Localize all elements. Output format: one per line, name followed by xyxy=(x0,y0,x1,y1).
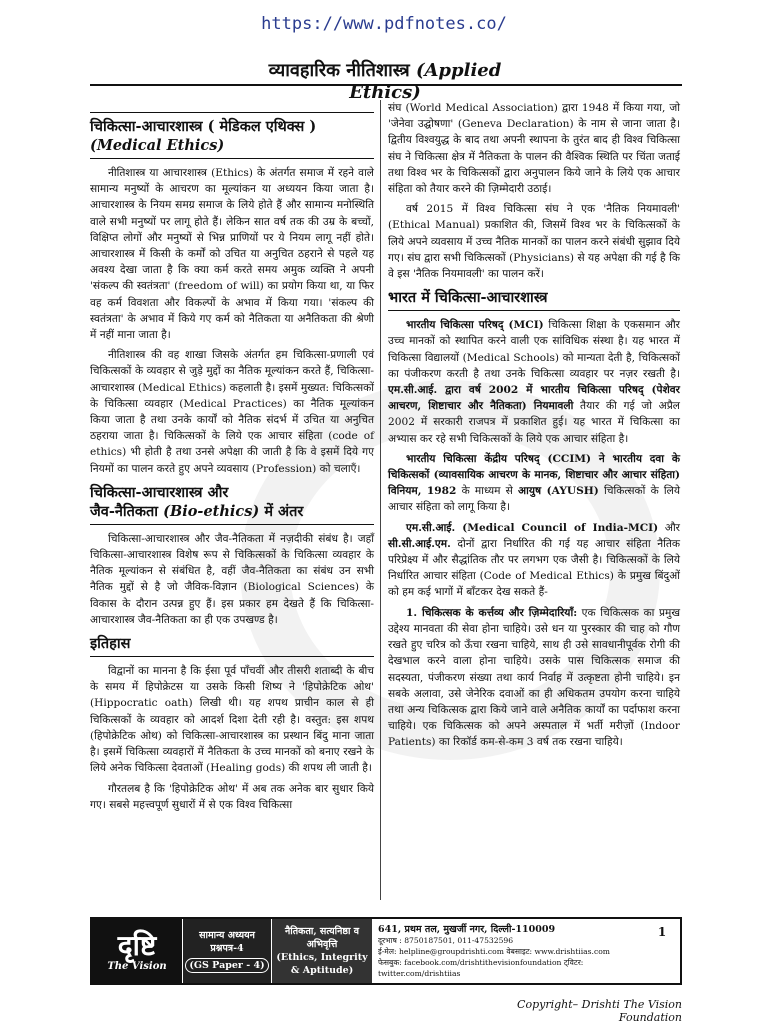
copyright-text: Copyright– Drishti The Vision Foundation xyxy=(517,998,682,1024)
paragraph: नीतिशास्त्र की वह शाखा जिसके अंतर्गत हम चिकित्सा-प्रणाली एवं चिकित्सकों के व्यवहार से जुड़े मुद्दों का नैतिक मूल्यांकन करते हैं, चिकित्सा-आचारशास्त्र (Medical Ethics) कहलाती है। इसमें मुख्यत: चिकित्सकों के चिकित्सा व्यवहार (Medical Practices) का नैतिक मूल्यांकन किया जाता है तथा उनके कार्यों को नैतिक संदर्भ में उचित या अनुचित ठहराया जाता है। चिकित्सकों के लिये एक आचार संहिता (code of ethics) भी होती है तथा उनसे अपेक्षा की जाती है कि वे इसमें दिये गए नियमों का पालन करते हुए अपने व्यवसाय (Profession) को चलाएँ। xyxy=(90,349,374,475)
paragraph: नीतिशास्त्र या आचारशास्त्र (Ethics) के अंतर्गत समाज में रहने वाले सामान्य मनुष्यों के आचरण का मूल्यांकन या अध्ययन किया जाता है। आचारशास्त्र के नियम समग्र समाज के लिये होते हैं और सामान्य मनोस्थिति वाले सभी मनुष्यों पर लागू होते हैं। लेकिन सात वर्ष तक की उम्र के बच्चों, विक्षिप्त लोगों और मनुष्यों से भिन्न प्राणियों पर ये नियम लागू नहीं होते। आचारशास्त्र में किसी के कर्मों को उचित या अनुचित ठहराने से पहले यह अवश्य देखा जाता है कि क्या कर्म करते समय अमुक व्यक्ति ने अपनी 'संकल्प की स्वतंत्रता' (freedom of will) का प्रयोग किया था, या फिर वह कर्म विवशता और विकल्पों के अभाव में किया गया। 'संकल्प की स्वतंत्रता' के अभाव में किये गए कर्म को नैतिकता या अनैतिकता की श्रेणी में नहीं माना जाता है। xyxy=(90,167,374,342)
column-divider xyxy=(380,100,381,900)
section-heading-history: इतिहास xyxy=(90,634,374,657)
source-url[interactable]: https://www.pdfnotes.co/ xyxy=(261,14,507,34)
page-title xyxy=(230,58,540,103)
section-heading-medical-ethics: चिकित्सा-आचारशास्त्र ( मेडिकल एथिक्स ) (Medical Ethics) xyxy=(90,112,374,159)
paragraph: संघ (World Medical Association) द्वारा 1948 में किया गया, जो 'जेनेवा उद्घोषणा' (Geneva Declaration) के नाम से जाना जाता है। द्वितीय विश्वयुद्ध के बाद तथा अपनी स्थापना के तुरंत बाद ही विश्व चिकित्सा संघ ने चिकित्सा क्षेत्र में नैतिकता के पालन की वैश्विक स्थिति पर चिंता जताई तथा विश्व भर के चिकित्सकों द्वारा अनुपालन किये जाने के लिये एक आचार संहिता को तैयार करने की ज़िम्मेदारी उठाई। xyxy=(388,102,680,196)
section-heading-india: भारत में चिकित्सा-आचारशास्त्र xyxy=(388,288,680,311)
page-number: 1 xyxy=(657,925,667,939)
drishti-logo: दृष्टि The Vision xyxy=(92,919,182,983)
contact-info: 641, प्रथम तल, मुखर्जी नगर, दिल्ली-110009 दूरभाष : 8750187501, 011-47532596 ई-मेल: helpline@groupdrishti.com वेबसाइट: www.drishtiias.com फेसबुक: facebook.com/drishtithevisionfoundation ट्विटर: twitter.com/drishtiias xyxy=(378,923,610,978)
right-column xyxy=(388,100,680,755)
paper-label: सामान्य अध्ययन प्रश्नपत्र-4 (GS Paper - 4) xyxy=(182,919,271,983)
paragraph: भारतीय चिकित्सा परिषद् (MCI) चिकित्सा शिक्षा के एकसमान और उच्च मानकों को स्थापित करने वाली एक सांविधिक संस्था है। यह भारत में चिकित्सा विद्यालयों (Medical Schools) को मान्यता देती है, चिकित्सकों का पंजीकरण करती है तथा उनके चिकित्सा व्यवहार पर नज़र रखती है। एम.सी.आई. द्वारा वर्ष 2002 में भारतीय चिकित्सा परिषद् (पेशेवर आचरण, शिष्टाचार और नैतिकता) नियमावली तैयार की गई जो अप्रैल 2002 में सरकारी राजपत्र में प्रकाशित हुई। यह भारत में चिकित्सा का अभ्यास कर रहे सभी चिकित्सकों के लिये एक आचार संहिता है। xyxy=(388,319,680,445)
paragraph: चिकित्सा-आचारशास्त्र और जैव-नैतिकता में नज़दीकी संबंध है। जहाँ चिकित्सा-आचारशास्त्र विशेष रूप से चिकित्सकों के चिकित्सा व्यवहार के नैतिक मूल्यांकन से संबंधित है, वहीं जैव-नैतिकता का संबंध उन सभी नैतिक मुद्दों से है जो जैविक-विज्ञान (Biological Sciences) के विकास के दौरान उत्पन्न हुए हैं। इस प्रकार हम देखते हैं कि चिकित्सा-आचारशास्त्र जैव-नैतिकता का ही एक उपखण्ड है। xyxy=(90,532,374,626)
left-column xyxy=(90,112,374,817)
title-rule xyxy=(90,84,682,86)
page-title-hindi: व्यावहारिक नीतिशास्त्र xyxy=(268,60,410,81)
paragraph: वर्ष 2015 में विश्व चिकित्सा संघ ने एक 'नैतिक नियमावली' (Ethical Manual) प्रकाशित की, जिसमें विश्व भर के चिकित्सकों के लिये अपने व्यवसाय में उच्च नैतिक मानकों का पालन करने संबंधी सुझाव दिये गए। संघ द्वारा सभी चिकित्सकों (Physicians) से यह अपेक्षा की गई है कि वे इस 'नैतिक नियमावली' का पालन करें। xyxy=(388,203,680,281)
page-title-english: (Applied Ethics) xyxy=(349,60,502,103)
section-heading-bioethics: चिकित्सा-आचारशास्त्र और जैव-नैतिकता (Bio-ethics) में अंतर xyxy=(90,483,374,525)
page-footer xyxy=(90,917,682,985)
paragraph: गौरतलब है कि 'हिपोक्रेटिक ओथ' में अब तक अनेक बार सुधार किये गए। सबसे महत्त्वपूर्ण सुधारों में से एक विश्व चिकित्सा xyxy=(90,782,374,811)
paragraph: एम.सी.आई. (Medical Council of India-MCI) और सी.सी.आई.एम. दोनों द्वारा निर्धारित की गई यह आचार संहिता नैतिक परिप्रेक्ष्य में और सैद्धांतिक तौर पर लगभग एक जैसी है। चिकित्सकों के लिये निर्धारित आचार संहिता (Code of Medical Ethics) के प्रमुख बिंदुओं को हम कई भागों में बाँटकर देख सकते हैं- xyxy=(388,521,680,599)
paragraph: भारतीय चिकित्सा केंद्रीय परिषद् (CCIM) ने भारतीय दवा के चिकित्सकों (व्यावसायिक आचरण के मानक, शिष्टाचार और आचार संहिता) विनियम, 1982 के माध्यम से आयुष (AYUSH) चिकित्सकों के लिये आचार संहिता को लागू किया है। xyxy=(388,452,680,514)
subject-label: नैतिकता, सत्यनिष्ठा व अभिवृत्ति (Ethics, Integrity & Aptitude) xyxy=(271,919,372,983)
paragraph: 1. चिकित्सक के कर्त्तव्य और ज़िम्मेदारियाँ: एक चिकित्सक का प्रमुख उद्देश्य मानवता की सेवा होना चाहिये। उसे धन या पुरस्कार की चाह को गौण रखते हुए चरित्र को ऊँचा रखना चाहिये, साथ ही उसे सावधानीपूर्वक रोगी की देखभाल करने वाला होना चाहिये। उसके पास चिकित्सक समाज की सदस्यता, पंजीकरण संख्या तथा कार्य निर्वाह में उत्कृष्टता होनी चाहिये। इन सबके अलावा, उसे जेनेरिक दवाओं का ही अधिकतम उपयोग करना चाहिये तथा अन्य चिकित्सक द्वारा किये जाने वाले अनैतिक कार्यों का पर्दाफाश करना चाहिये। एक चिकित्सक को अपने अस्पताल में भर्ती मरीज़ों (Indoor Patients) का रिकॉर्ड कम-से-कम 3 वर्ष तक रखना चाहिये। xyxy=(388,606,680,749)
paragraph: विद्वानों का मानना है कि ईसा पूर्व पाँचवीं और तीसरी शताब्दी के बीच के समय में हिपोक्रेटस या उसके किसी शिष्य ने 'हिपोक्रेटिक ओथ' (Hippocratic oath) लिखी थी। यह शपथ प्राचीन काल से ही चिकित्सकों के व्यवहार को आदर्श दिशा देती रही है। वस्तुत: इस शपथ (हिपोक्रेटिक ओथ) को चिकित्सा-आचारशास्त्र का प्रस्थान बिंदु माना जाता है। इसमें चिकित्सा व्यवहारों में नैतिकता के उच्च मानकों को बनाए रखने के लिये अनेक चिकित्सा देवताओं (Healing gods) की शपथ ली जाती है। xyxy=(90,665,374,775)
